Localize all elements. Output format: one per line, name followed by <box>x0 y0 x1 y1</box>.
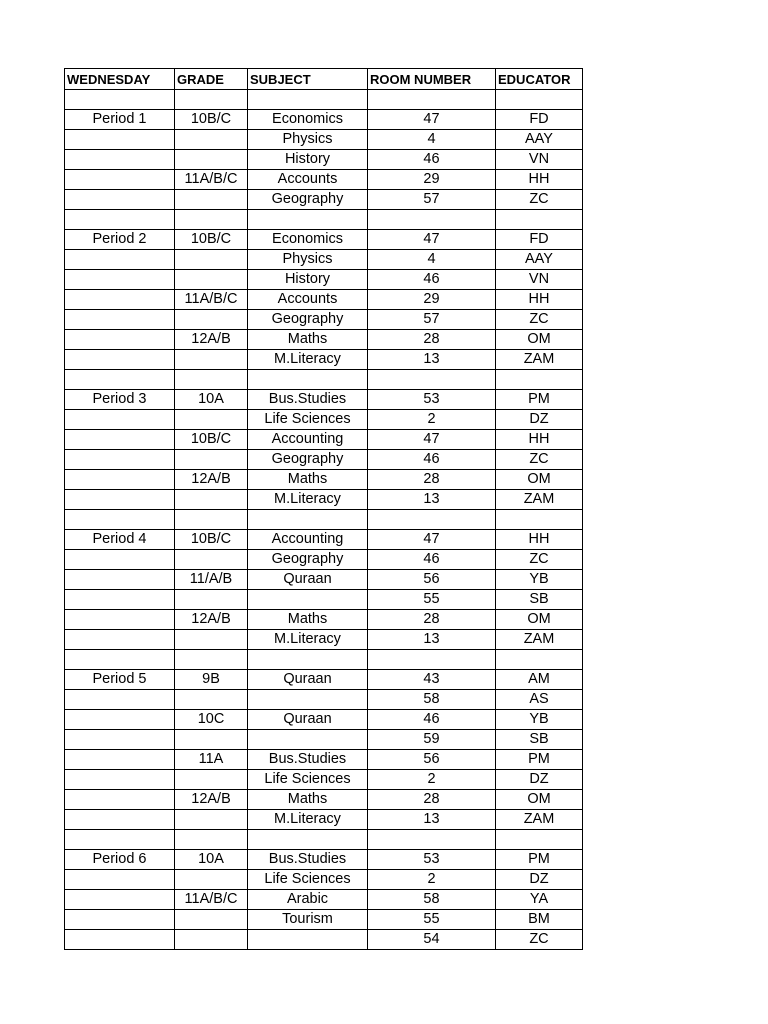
educator-cell <box>496 370 583 390</box>
subject-cell: Accounting <box>248 430 368 450</box>
educator-cell: ZC <box>496 450 583 470</box>
period-cell <box>65 290 175 310</box>
subject-cell <box>248 830 368 850</box>
table-row <box>65 150 583 170</box>
table-row <box>65 730 583 750</box>
educator-cell: SB <box>496 590 583 610</box>
subject-cell <box>248 90 368 110</box>
room-cell: 28 <box>368 470 496 490</box>
subject-cell: Geography <box>248 450 368 470</box>
table-row <box>65 870 583 890</box>
table-row <box>65 290 583 310</box>
educator-cell <box>496 510 583 530</box>
grade-cell <box>175 810 248 830</box>
room-cell: 28 <box>368 610 496 630</box>
grade-cell: 10B/C <box>175 230 248 250</box>
grade-cell: 10B/C <box>175 430 248 450</box>
period-cell: Period 6 <box>65 850 175 870</box>
table-row <box>65 170 583 190</box>
room-cell: 13 <box>368 350 496 370</box>
table-row <box>65 710 583 730</box>
period-cell <box>65 330 175 350</box>
educator-cell: BM <box>496 910 583 930</box>
educator-cell: ZAM <box>496 630 583 650</box>
grade-cell: 11A/B/C <box>175 170 248 190</box>
educator-cell: PM <box>496 850 583 870</box>
timetable-header <box>65 69 583 90</box>
subject-cell <box>248 650 368 670</box>
header-day: WEDNESDAY <box>65 69 175 90</box>
subject-cell: Quraan <box>248 670 368 690</box>
educator-cell: SB <box>496 730 583 750</box>
table-row <box>65 630 583 650</box>
grade-cell: 11A <box>175 750 248 770</box>
educator-cell: HH <box>496 530 583 550</box>
educator-cell: PM <box>496 750 583 770</box>
grade-cell <box>175 490 248 510</box>
period-cell <box>65 810 175 830</box>
subject-cell: Accounting <box>248 530 368 550</box>
subject-cell: Quraan <box>248 710 368 730</box>
table-row <box>65 330 583 350</box>
table-row <box>65 690 583 710</box>
room-cell: 2 <box>368 410 496 430</box>
educator-cell: YA <box>496 890 583 910</box>
grade-cell <box>175 250 248 270</box>
table-row <box>65 910 583 930</box>
room-cell: 53 <box>368 850 496 870</box>
table-row <box>65 930 583 950</box>
educator-cell <box>496 90 583 110</box>
period-cell: Period 3 <box>65 390 175 410</box>
room-cell: 58 <box>368 690 496 710</box>
subject-cell: Life Sciences <box>248 770 368 790</box>
room-cell: 56 <box>368 750 496 770</box>
room-cell: 46 <box>368 150 496 170</box>
table-row <box>65 370 583 390</box>
table-row <box>65 250 583 270</box>
room-cell: 46 <box>368 550 496 570</box>
grade-cell: 12A/B <box>175 790 248 810</box>
table-row <box>65 450 583 470</box>
room-cell: 56 <box>368 570 496 590</box>
grade-cell <box>175 410 248 430</box>
subject-cell: Geography <box>248 550 368 570</box>
table-row <box>65 890 583 910</box>
grade-cell <box>175 630 248 650</box>
educator-cell <box>496 650 583 670</box>
subject-cell: Quraan <box>248 570 368 590</box>
grade-cell: 10B/C <box>175 110 248 130</box>
grade-cell <box>175 150 248 170</box>
educator-cell: OM <box>496 790 583 810</box>
header-subject: SUBJECT <box>248 69 368 90</box>
subject-cell <box>248 370 368 390</box>
educator-cell: AM <box>496 670 583 690</box>
period-cell <box>65 750 175 770</box>
room-cell <box>368 650 496 670</box>
period-cell <box>65 690 175 710</box>
table-row <box>65 490 583 510</box>
grade-cell: 9B <box>175 670 248 690</box>
table-row <box>65 850 583 870</box>
room-cell: 55 <box>368 590 496 610</box>
period-cell <box>65 450 175 470</box>
subject-cell: Geography <box>248 310 368 330</box>
room-cell: 59 <box>368 730 496 750</box>
subject-cell: Accounts <box>248 290 368 310</box>
grade-cell: 11/A/B <box>175 570 248 590</box>
room-cell: 55 <box>368 910 496 930</box>
subject-cell: Arabic <box>248 890 368 910</box>
room-cell: 47 <box>368 530 496 550</box>
subject-cell <box>248 930 368 950</box>
period-cell <box>65 790 175 810</box>
table-row <box>65 270 583 290</box>
table-row <box>65 430 583 450</box>
room-cell <box>368 210 496 230</box>
timetable-body <box>65 90 583 950</box>
period-cell <box>65 150 175 170</box>
educator-cell: HH <box>496 290 583 310</box>
period-cell <box>65 350 175 370</box>
educator-cell: ZC <box>496 930 583 950</box>
educator-cell: PM <box>496 390 583 410</box>
room-cell: 54 <box>368 930 496 950</box>
grade-cell <box>175 770 248 790</box>
table-row <box>65 230 583 250</box>
period-cell <box>65 510 175 530</box>
period-cell <box>65 130 175 150</box>
educator-cell <box>496 830 583 850</box>
table-row <box>65 770 583 790</box>
period-cell <box>65 490 175 510</box>
grade-cell <box>175 550 248 570</box>
grade-cell <box>175 130 248 150</box>
educator-cell: ZAM <box>496 490 583 510</box>
period-cell <box>65 830 175 850</box>
subject-cell <box>248 510 368 530</box>
grade-cell: 11A/B/C <box>175 290 248 310</box>
period-cell <box>65 610 175 630</box>
subject-cell: Physics <box>248 130 368 150</box>
table-row <box>65 570 583 590</box>
educator-cell: ZAM <box>496 810 583 830</box>
subject-cell: M.Literacy <box>248 350 368 370</box>
table-row <box>65 830 583 850</box>
period-cell <box>65 730 175 750</box>
subject-cell: History <box>248 270 368 290</box>
grade-cell <box>175 370 248 390</box>
period-cell <box>65 650 175 670</box>
room-cell <box>368 370 496 390</box>
educator-cell: ZC <box>496 190 583 210</box>
room-cell: 43 <box>368 670 496 690</box>
subject-cell: Economics <box>248 230 368 250</box>
period-cell <box>65 430 175 450</box>
educator-cell: ZC <box>496 310 583 330</box>
table-row <box>65 610 583 630</box>
subject-cell: Maths <box>248 790 368 810</box>
grade-cell: 11A/B/C <box>175 890 248 910</box>
educator-cell: DZ <box>496 410 583 430</box>
subject-cell: Physics <box>248 250 368 270</box>
room-cell: 47 <box>368 430 496 450</box>
room-cell: 57 <box>368 310 496 330</box>
grade-cell: 12A/B <box>175 330 248 350</box>
table-row <box>65 470 583 490</box>
table-row <box>65 310 583 330</box>
period-cell <box>65 570 175 590</box>
room-cell: 13 <box>368 630 496 650</box>
educator-cell: AS <box>496 690 583 710</box>
table-row <box>65 810 583 830</box>
table-row <box>65 210 583 230</box>
educator-cell: VN <box>496 150 583 170</box>
grade-cell <box>175 510 248 530</box>
grade-cell <box>175 650 248 670</box>
room-cell: 29 <box>368 170 496 190</box>
grade-cell <box>175 730 248 750</box>
table-row <box>65 110 583 130</box>
subject-cell: M.Literacy <box>248 630 368 650</box>
table-row <box>65 590 583 610</box>
subject-cell <box>248 590 368 610</box>
table-row <box>65 350 583 370</box>
subject-cell: M.Literacy <box>248 490 368 510</box>
table-row <box>65 130 583 150</box>
period-cell <box>65 250 175 270</box>
table-row <box>65 190 583 210</box>
table-row <box>65 90 583 110</box>
period-cell <box>65 890 175 910</box>
period-cell: Period 1 <box>65 110 175 130</box>
room-cell: 47 <box>368 230 496 250</box>
period-cell: Period 2 <box>65 230 175 250</box>
subject-cell: Maths <box>248 610 368 630</box>
period-cell <box>65 170 175 190</box>
room-cell: 57 <box>368 190 496 210</box>
period-cell <box>65 930 175 950</box>
subject-cell: Geography <box>248 190 368 210</box>
room-cell: 47 <box>368 110 496 130</box>
grade-cell <box>175 210 248 230</box>
subject-cell: Bus.Studies <box>248 390 368 410</box>
room-cell: 46 <box>368 710 496 730</box>
table-row <box>65 650 583 670</box>
grade-cell <box>175 690 248 710</box>
subject-cell: Economics <box>248 110 368 130</box>
table-row <box>65 750 583 770</box>
room-cell: 53 <box>368 390 496 410</box>
subject-cell: M.Literacy <box>248 810 368 830</box>
room-cell: 28 <box>368 790 496 810</box>
period-cell <box>65 630 175 650</box>
grade-cell <box>175 830 248 850</box>
grade-cell: 10A <box>175 390 248 410</box>
grade-cell <box>175 270 248 290</box>
room-cell <box>368 510 496 530</box>
grade-cell <box>175 930 248 950</box>
period-cell <box>65 910 175 930</box>
educator-cell: AAY <box>496 130 583 150</box>
grade-cell <box>175 910 248 930</box>
room-cell: 29 <box>368 290 496 310</box>
subject-cell: Maths <box>248 330 368 350</box>
subject-cell <box>248 210 368 230</box>
subject-cell: Maths <box>248 470 368 490</box>
room-cell: 28 <box>368 330 496 350</box>
subject-cell: Tourism <box>248 910 368 930</box>
subject-cell: Life Sciences <box>248 870 368 890</box>
period-cell <box>65 270 175 290</box>
educator-cell: VN <box>496 270 583 290</box>
educator-cell: OM <box>496 470 583 490</box>
period-cell <box>65 90 175 110</box>
period-cell: Period 4 <box>65 530 175 550</box>
grade-cell: 10B/C <box>175 530 248 550</box>
subject-cell <box>248 690 368 710</box>
room-cell: 4 <box>368 250 496 270</box>
grade-cell: 10C <box>175 710 248 730</box>
educator-cell: AAY <box>496 250 583 270</box>
header-educator: EDUCATOR <box>496 69 583 90</box>
room-cell: 58 <box>368 890 496 910</box>
grade-cell <box>175 310 248 330</box>
educator-cell: FD <box>496 110 583 130</box>
educator-cell: HH <box>496 170 583 190</box>
period-cell <box>65 770 175 790</box>
room-cell: 2 <box>368 870 496 890</box>
table-row <box>65 790 583 810</box>
table-row <box>65 390 583 410</box>
room-cell: 4 <box>368 130 496 150</box>
period-cell <box>65 370 175 390</box>
educator-cell: OM <box>496 330 583 350</box>
period-cell <box>65 470 175 490</box>
subject-cell: Accounts <box>248 170 368 190</box>
timetable <box>64 68 583 950</box>
grade-cell <box>175 590 248 610</box>
room-cell: 13 <box>368 810 496 830</box>
header-row <box>65 69 583 90</box>
educator-cell: FD <box>496 230 583 250</box>
table-row <box>65 550 583 570</box>
educator-cell: OM <box>496 610 583 630</box>
subject-cell: History <box>248 150 368 170</box>
room-cell <box>368 90 496 110</box>
period-cell <box>65 710 175 730</box>
educator-cell: YB <box>496 710 583 730</box>
educator-cell <box>496 210 583 230</box>
grade-cell <box>175 90 248 110</box>
period-cell <box>65 410 175 430</box>
grade-cell <box>175 190 248 210</box>
grade-cell: 12A/B <box>175 470 248 490</box>
grade-cell <box>175 870 248 890</box>
room-cell: 46 <box>368 270 496 290</box>
room-cell: 2 <box>368 770 496 790</box>
educator-cell: ZC <box>496 550 583 570</box>
room-cell: 13 <box>368 490 496 510</box>
table-row <box>65 670 583 690</box>
period-cell <box>65 550 175 570</box>
period-cell <box>65 310 175 330</box>
grade-cell <box>175 350 248 370</box>
period-cell <box>65 870 175 890</box>
room-cell <box>368 830 496 850</box>
educator-cell: ZAM <box>496 350 583 370</box>
educator-cell: YB <box>496 570 583 590</box>
header-grade: GRADE <box>175 69 248 90</box>
educator-cell: DZ <box>496 770 583 790</box>
subject-cell: Bus.Studies <box>248 850 368 870</box>
educator-cell: HH <box>496 430 583 450</box>
grade-cell: 12A/B <box>175 610 248 630</box>
period-cell <box>65 190 175 210</box>
period-cell <box>65 210 175 230</box>
table-row <box>65 510 583 530</box>
table-row <box>65 530 583 550</box>
table-row <box>65 410 583 430</box>
grade-cell <box>175 450 248 470</box>
educator-cell: DZ <box>496 870 583 890</box>
period-cell: Period 5 <box>65 670 175 690</box>
subject-cell: Bus.Studies <box>248 750 368 770</box>
subject-cell: Life Sciences <box>248 410 368 430</box>
room-cell: 46 <box>368 450 496 470</box>
period-cell <box>65 590 175 610</box>
header-room-number: ROOM NUMBER <box>368 69 496 90</box>
grade-cell: 10A <box>175 850 248 870</box>
subject-cell <box>248 730 368 750</box>
